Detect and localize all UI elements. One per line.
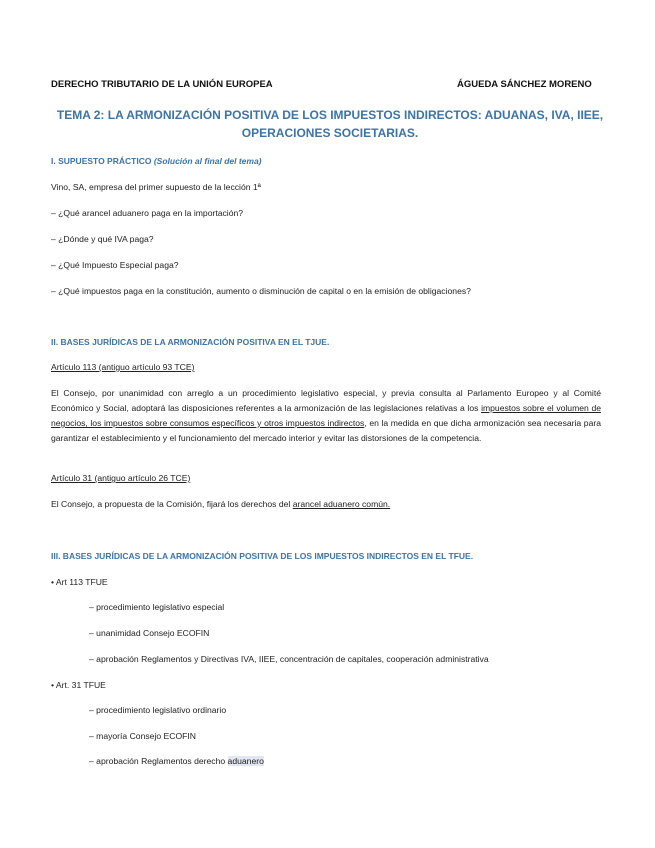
section-3-heading: III. BASES JURÍDICAS DE LA ARMONIZACIÓN POSITIVA DE LOS IMPUESTOS INDIRECTOS EN EL TFUE. (51, 551, 474, 561)
bullet-art-31-item-3-text: – aprobación Reglamentos derecho (89, 756, 228, 766)
article-31-text-underlined: arancel aduanero común. (292, 499, 391, 509)
bullet-art-113-item-3: – aprobación Reglamentos y Directivas IVA, IIEE, concentración de capitales, cooperación administrativa (89, 654, 489, 664)
article-31-text (51, 499, 390, 509)
article-31-title: Artículo 31 (antiguo artículo 26 TCE) (51, 473, 191, 483)
highlighted-word: aduanero (227, 756, 264, 766)
page-title (40, 106, 620, 142)
article-113-text-part-a: El Consejo, por unanimidad con arreglo a un procedimiento legislativo especial, y previa consulta al Parlamento Europeo y al Comité Económico y Social, adoptará las disposiciones referentes a la armonización de las legislaciones relativas a los (51, 388, 601, 413)
bullet-art-113-item-1: – procedimiento legislativo especial (89, 602, 225, 612)
header-author: ÁGUEDA SÁNCHEZ MORENO (457, 79, 592, 90)
question-3: – ¿Qué Impuesto Especial paga? (51, 260, 179, 270)
question-2: – ¿Dónde y qué IVA paga? (51, 234, 154, 244)
title-line-2: OPERACIONES SOCIETARIAS. (241, 126, 419, 140)
bullet-art-31-item-3 (89, 756, 264, 766)
article-113-text-underlined: impuestos sobre el volumen de negocios, los impuestos sobre consumos específicos y otros impuestos indirectos (51, 403, 601, 428)
bullet-art-31-item-2: – mayoría Consejo ECOFIN (89, 731, 196, 741)
article-31-text-part-a: El Consejo, a propuesta de la Comisión, fijará los derechos del (51, 499, 293, 509)
bullet-art-31-item-1: – procedimiento legislativo ordinario (89, 705, 227, 715)
section-1-heading-note: (Solución al final del tema) (153, 156, 262, 166)
article-113-text (51, 386, 601, 446)
title-line-1: TEMA 2: LA ARMONIZACIÓN POSITIVA DE LOS IMPUESTOS INDIRECTOS: ADUANAS, IVA, IIEE, (56, 108, 604, 122)
section-2-heading: II. BASES JURÍDICAS DE LA ARMONIZACIÓN POSITIVA EN EL TJUE. (51, 337, 330, 347)
section-1-intro: Vino, SA, empresa del primer supuesto de la lección 1ª (51, 182, 261, 192)
bullet-art-113-item-2: – unanimidad Consejo ECOFIN (89, 628, 210, 638)
bullet-art-31: • Art. 31 TFUE (51, 680, 106, 690)
bullet-art-113: • Art 113 TFUE (51, 577, 108, 587)
question-1: – ¿Qué arancel aduanero paga en la importación? (51, 208, 244, 218)
section-1-heading-text: I. SUPUESTO PRÁCTICO (51, 156, 152, 166)
article-113-text-part-b: , en la medida en que dicha armonización sea necesaria para garantizar el establecimiento y el funcionamiento del mercado interior y evitar las distorsiones de la competencia. (51, 418, 601, 443)
header-course-title: DERECHO TRIBUTARIO DE LA UNIÓN EUROPEA (51, 79, 273, 90)
article-113-title: Artículo 113 (antiguo artículo 93 TCE) (51, 362, 195, 372)
section-1-heading (51, 156, 262, 166)
question-4: – ¿Qué impuestos paga en la constitución, aumento o disminución de capital o en la emisión de obligaciones? (51, 286, 471, 296)
